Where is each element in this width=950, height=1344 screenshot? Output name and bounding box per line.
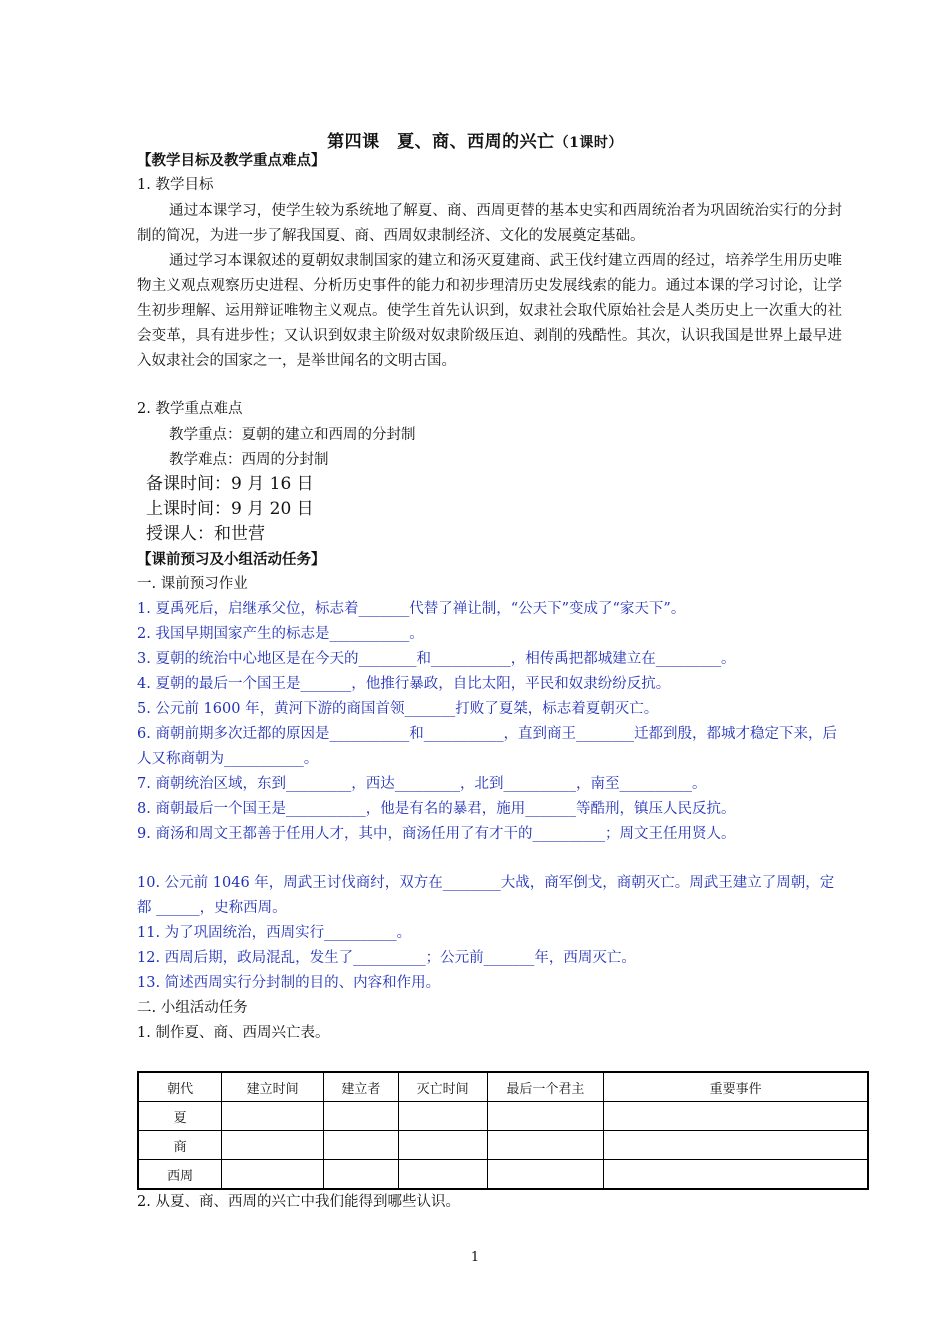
table-header-cell: 重要事件 <box>604 1072 868 1102</box>
table-row <box>138 1160 868 1190</box>
question-10: 10. 公元前 1046 年，周武王讨伐商纣，双方在________大战，商军倒戈，商朝灭亡。周武王建立了周朝，定都 ______，史称西周。 <box>137 875 835 916</box>
table-cell[interactable] <box>487 1160 604 1190</box>
dynasty-cell: 夏 <box>138 1102 222 1131</box>
goal-label: 1. 教学目标 <box>137 177 214 193</box>
dynasty-cell: 西周 <box>138 1160 222 1190</box>
goal-paragraph-1: 通过本课学习，使学生较为系统地了解夏、商、西周更替的基本史实和西周统治者为巩固统治实行的分封制的简况，为进一步了解我国夏、商、西周奴隶制经济、文化的发展奠定基础。 <box>137 203 842 244</box>
question-8: 8. 商朝最后一个国王是___________，他是有名的暴君，施用_______等酷刑，镇压人民反抗。 <box>137 801 736 817</box>
lesson-title-main: 第四课 夏、商、西周的兴亡 <box>327 132 555 152</box>
table-cell[interactable] <box>604 1102 868 1131</box>
table-cell[interactable] <box>222 1131 324 1160</box>
table-cell[interactable] <box>398 1131 487 1160</box>
table-header-cell: 朝代 <box>138 1072 222 1102</box>
table-cell[interactable] <box>604 1160 868 1190</box>
part1-label: 一. 课前预习作业 <box>137 576 248 592</box>
question-11: 11. 为了巩固统治，西周实行__________。 <box>137 925 412 941</box>
question-1: 1. 夏禹死后，启继承父位，标志着_______代替了禅让制，“公天下”变成了“家天下”。 <box>137 601 686 617</box>
table-row <box>138 1102 868 1131</box>
question-12: 12. 西周后期，政局混乱，发生了__________；公元前_______年，西周灭亡。 <box>137 950 636 966</box>
table-row <box>138 1131 868 1160</box>
table-cell[interactable] <box>487 1102 604 1131</box>
question-3: 3. 夏朝的统治中心地区是在今天的________和___________，相传禹把都城建立在_________。 <box>137 651 736 667</box>
dynasty-cell: 商 <box>138 1131 222 1160</box>
question-7: 7. 商朝统治区域，东到_________，西达_________，北到__________，南至__________。 <box>137 776 707 792</box>
table-header-cell: 灭亡时间 <box>398 1072 487 1102</box>
table-cell[interactable] <box>604 1131 868 1160</box>
part2-label: 二. 小组活动任务 <box>137 1000 248 1016</box>
lesson-title-sub: （1课时） <box>554 135 623 151</box>
table-cell[interactable] <box>324 1160 399 1190</box>
difficulty: 教学难点：西周的分封制 <box>169 452 329 468</box>
table-cell[interactable] <box>324 1131 399 1160</box>
question-4: 4. 夏朝的最后一个国王是_______，他推行暴政，自比太阳，平民和奴隶纷纷反抗。 <box>137 676 671 692</box>
table-header-cell: 建立时间 <box>222 1072 324 1102</box>
table-cell[interactable] <box>487 1131 604 1160</box>
table-header-cell: 最后一个君主 <box>487 1072 604 1102</box>
dynasty-table <box>137 1071 869 1190</box>
question-13: 13. 简述西周实行分封制的目的、内容和作用。 <box>137 975 441 991</box>
question-5: 5. 公元前 1600 年，黄河下游的商国首领_______打败了夏桀，标志着夏朝灭亡。 <box>137 701 659 717</box>
table-cell[interactable] <box>324 1102 399 1131</box>
class-time: 上课时间：9 月 20 日 <box>146 499 314 519</box>
table-cell[interactable] <box>222 1160 324 1190</box>
table-cell[interactable] <box>222 1102 324 1131</box>
question-6: 6. 商朝前期多次迁都的原因是___________和___________，直到商王________迁都到殷，都城才稳定下来，后人又称商朝为___________。 <box>137 726 837 767</box>
question-2: 2. 我国早期国家产生的标志是___________。 <box>137 626 424 642</box>
section-heading-preview: 【课前预习及小组活动任务】 <box>137 551 326 568</box>
task-2: 2. 从夏、商、西周的兴亡中我们能得到哪些认识。 <box>137 1194 460 1210</box>
table-cell[interactable] <box>398 1102 487 1131</box>
section-heading-goals: 【教学目标及教学重点难点】 <box>137 152 326 169</box>
key-point: 教学重点：夏朝的建立和西周的分封制 <box>169 427 416 443</box>
goal-paragraph-2: 通过学习本课叙述的夏朝奴隶制国家的建立和汤灭夏建商、武王伐纣建立西周的经过，培养学生用历史唯物主义观点观察历史进程、分析历史事件的能力和初步理清历史发展线索的能力。通过本课的学习讨论，让学生初步理解、运用辩证唯物主义观点。使学生首先认识到，奴隶社会取代原始社会是人类历史上一次重大的社会变革，具有进步性；又认识到奴隶主阶级对奴隶阶级压迫、剥削的残酷性。其次，认识我国是世界上最早进入奴隶社会的国家之一，是举世闻名的文明古国。 <box>137 253 842 369</box>
table-header-cell: 建立者 <box>324 1072 399 1102</box>
task-1: 1. 制作夏、商、西周兴亡表。 <box>137 1025 330 1041</box>
table-cell[interactable] <box>398 1160 487 1190</box>
page-number: 1 <box>470 1250 480 1265</box>
key-label: 2. 教学重点难点 <box>137 401 243 417</box>
prep-time: 备课时间：9 月 16 日 <box>146 474 314 494</box>
teacher: 授课人：和世营 <box>146 524 265 544</box>
table-header-row <box>138 1072 868 1102</box>
question-9: 9. 商汤和周文王都善于任用人才，其中，商汤任用了有才干的__________；周文王任用贤人。 <box>137 826 736 842</box>
